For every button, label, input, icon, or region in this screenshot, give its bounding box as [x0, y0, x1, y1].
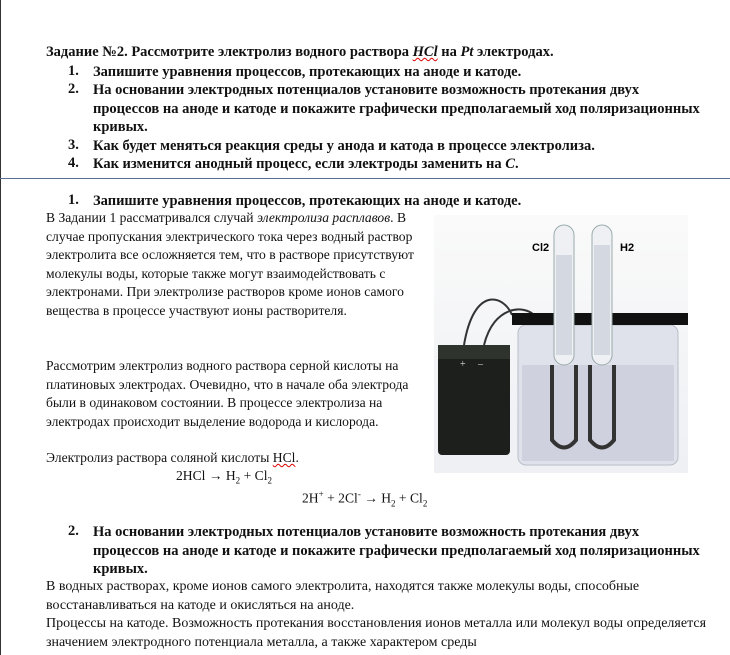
text: В Задании 1 рассматривался случай — [46, 210, 257, 225]
battery-icon — [438, 345, 510, 455]
section1-paragraph-1 — [46, 209, 426, 320]
heading-text: на — [437, 44, 461, 60]
page-left-border — [0, 0, 1, 655]
text: . В случае пропускания электрического тока через водный раствор электролита все осложняется тем, что в растворе присутствуют молекулы воды, которые также могут взаимодействовать с электронами. При электролизе растворов кроме ионов самого вещества в процессе участвуют ионы растворителя. — [46, 210, 414, 318]
item-text: Как будет меняться реакция среды у анода и катода в процессе электролиза. — [93, 138, 595, 154]
equation-2 — [302, 485, 427, 513]
battery-minus-label: – — [478, 359, 483, 370]
item-number: 1. — [68, 63, 79, 79]
section1-paragraph-2: Рассмотрим электролиз водного раствора серной кислоты на платиновых электродах. Очевидно, что в начале оба электрода были в одинаковом состоянии. В процессе электролиза на электродах происходит выделение водорода и кислорода. — [46, 358, 409, 429]
eq-sub: 2 — [267, 475, 272, 486]
section1-paragraph-3 — [46, 449, 299, 468]
eq-part: + Cl — [395, 490, 423, 506]
section2-paragraph-2: Процессы на катоде. Возможность протекания восстановления ионов металла или молекул воды определяется значением электродного потенциала металла, а также характером среды — [46, 616, 707, 650]
electrolysis-apparatus-photo — [434, 215, 688, 473]
eq-part: 2H — [302, 490, 319, 506]
equation-1 — [176, 467, 272, 490]
h2-label: H2 — [620, 242, 635, 254]
eq-sub: 2 — [391, 498, 396, 509]
section-title-text: На основании электродных потенциалов установите возможность протекания двух процессов на аноде и катоде и покажите графически предполагаемый ход поляризационных кривых. — [93, 524, 700, 577]
eq-sub: 2 — [422, 498, 428, 509]
item-text: . — [514, 156, 519, 172]
eq-part: → H — [360, 490, 392, 506]
eq-part: + Cl — [240, 468, 268, 483]
text: Электролиз раствора соляной кислоты — [46, 450, 273, 465]
section-divider — [0, 178, 730, 179]
eq-sup: + — [318, 489, 324, 499]
eq-sub: 2 — [235, 475, 241, 486]
section-title-text: Запишите уравнения процессов, протекающих на аноде и катоде. — [93, 193, 522, 209]
text-hcl: HCl — [272, 450, 296, 465]
item-number: 3. — [68, 137, 79, 153]
text-italic: электролиза расплавов — [256, 210, 391, 225]
battery-plus-label: + — [460, 359, 466, 370]
eq-part: + 2Cl — [323, 490, 358, 506]
section2-paragraph-1: В водных растворах, кроме ионов самого электролита, находятся также молекулы воды, способные восстанавливаться на катоде и окисляться на аноде. — [46, 579, 640, 613]
eq-sup: - — [357, 489, 361, 499]
task-heading — [46, 44, 554, 61]
item-number: 4. — [68, 155, 79, 171]
item-text: На основании электродных потенциалов установите возможность протекания двух процессов на аноде и катоде и покажите графически предполагаемый ход поляризационных кривых. — [93, 82, 700, 135]
text: . — [295, 450, 299, 465]
eq-part: 2HCl → H — [176, 468, 236, 483]
cl2-label: Cl2 — [532, 242, 550, 254]
item-text: Как изменится анодный процесс, если электроды заменить на — [93, 156, 506, 172]
item-text: Запишите уравнения процессов, протекающих на аноде и катоде. — [93, 64, 522, 80]
item-number: 2. — [68, 81, 79, 97]
heading-text: электродах. — [473, 44, 554, 60]
heading-pt: Pt — [460, 44, 474, 60]
section-number: 1. — [68, 192, 79, 208]
heading-hcl: HCl — [412, 44, 438, 60]
section-number: 2. — [68, 523, 79, 539]
heading-text: Задание №2. Рассмотрите электролиз водного раствора — [46, 44, 413, 60]
item-text-c: C — [505, 156, 515, 172]
